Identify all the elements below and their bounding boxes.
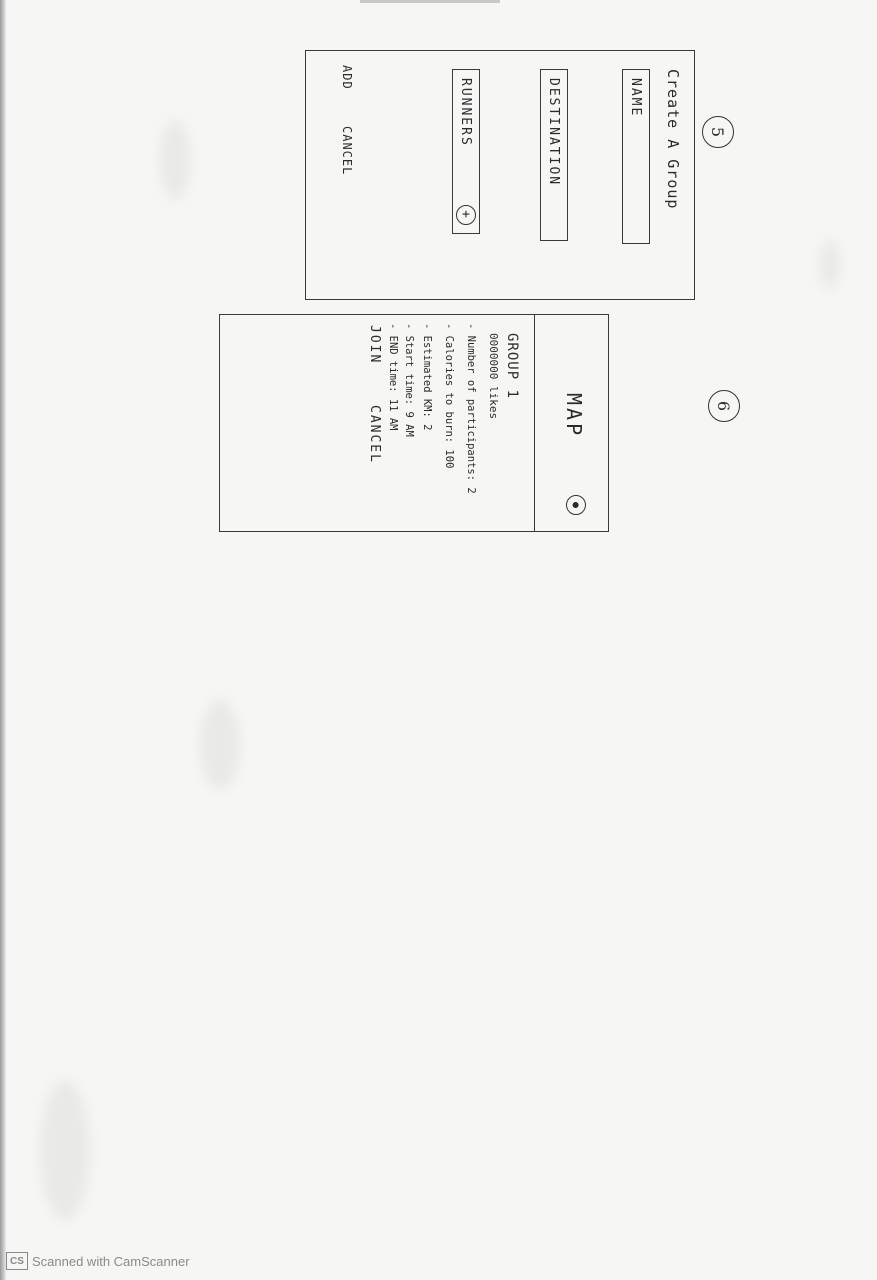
map-label: MAP xyxy=(562,393,586,439)
add-button[interactable]: ADD xyxy=(340,65,354,90)
screen-5-number-badge: 5 xyxy=(702,116,734,148)
detail-calories: - Calories to burn: 100 xyxy=(443,323,455,469)
runners-input-label: RUNNERS xyxy=(458,78,474,147)
location-icon[interactable]: ● xyxy=(566,495,586,515)
runners-input[interactable] xyxy=(452,69,480,234)
join-button[interactable]: JOIN xyxy=(367,325,382,365)
name-input[interactable] xyxy=(622,69,650,244)
detail-estimated-km: - Estimated KM: 2 xyxy=(421,323,433,431)
cancel-button[interactable]: CANCEL xyxy=(340,126,354,176)
group-title: GROUP 1 xyxy=(504,333,520,400)
smudge xyxy=(820,240,840,290)
detail-end-time: - END time: 11 AM xyxy=(387,323,399,431)
screen-6-number-badge: 6 xyxy=(708,390,740,422)
scanner-footer xyxy=(6,1252,190,1270)
detail-start-time: - Start time: 9 AM xyxy=(403,323,415,437)
smudge xyxy=(200,700,240,790)
destination-input-label: DESTINATION xyxy=(546,78,561,187)
group-details-screen xyxy=(219,314,609,532)
likes-count: 0000000 likes xyxy=(487,333,500,420)
add-runner-plus-icon[interactable]: + xyxy=(456,205,476,225)
camscanner-logo-icon: CS xyxy=(6,1252,28,1270)
create-group-screen xyxy=(305,50,695,300)
cancel-button[interactable]: CANCEL xyxy=(367,405,382,464)
smudge xyxy=(40,1080,90,1220)
name-input-label: NAME xyxy=(628,78,643,118)
map-area[interactable] xyxy=(534,315,608,531)
scanner-footer-text: Scanned with CamScanner xyxy=(32,1253,190,1269)
destination-input[interactable] xyxy=(540,69,568,241)
screen-title: Create A Group xyxy=(664,69,682,210)
paper-top-mark xyxy=(360,0,500,3)
smudge xyxy=(160,120,190,200)
paper-edge-shadow xyxy=(0,0,6,1280)
detail-participants: - Number of participants: 2 xyxy=(465,323,477,494)
